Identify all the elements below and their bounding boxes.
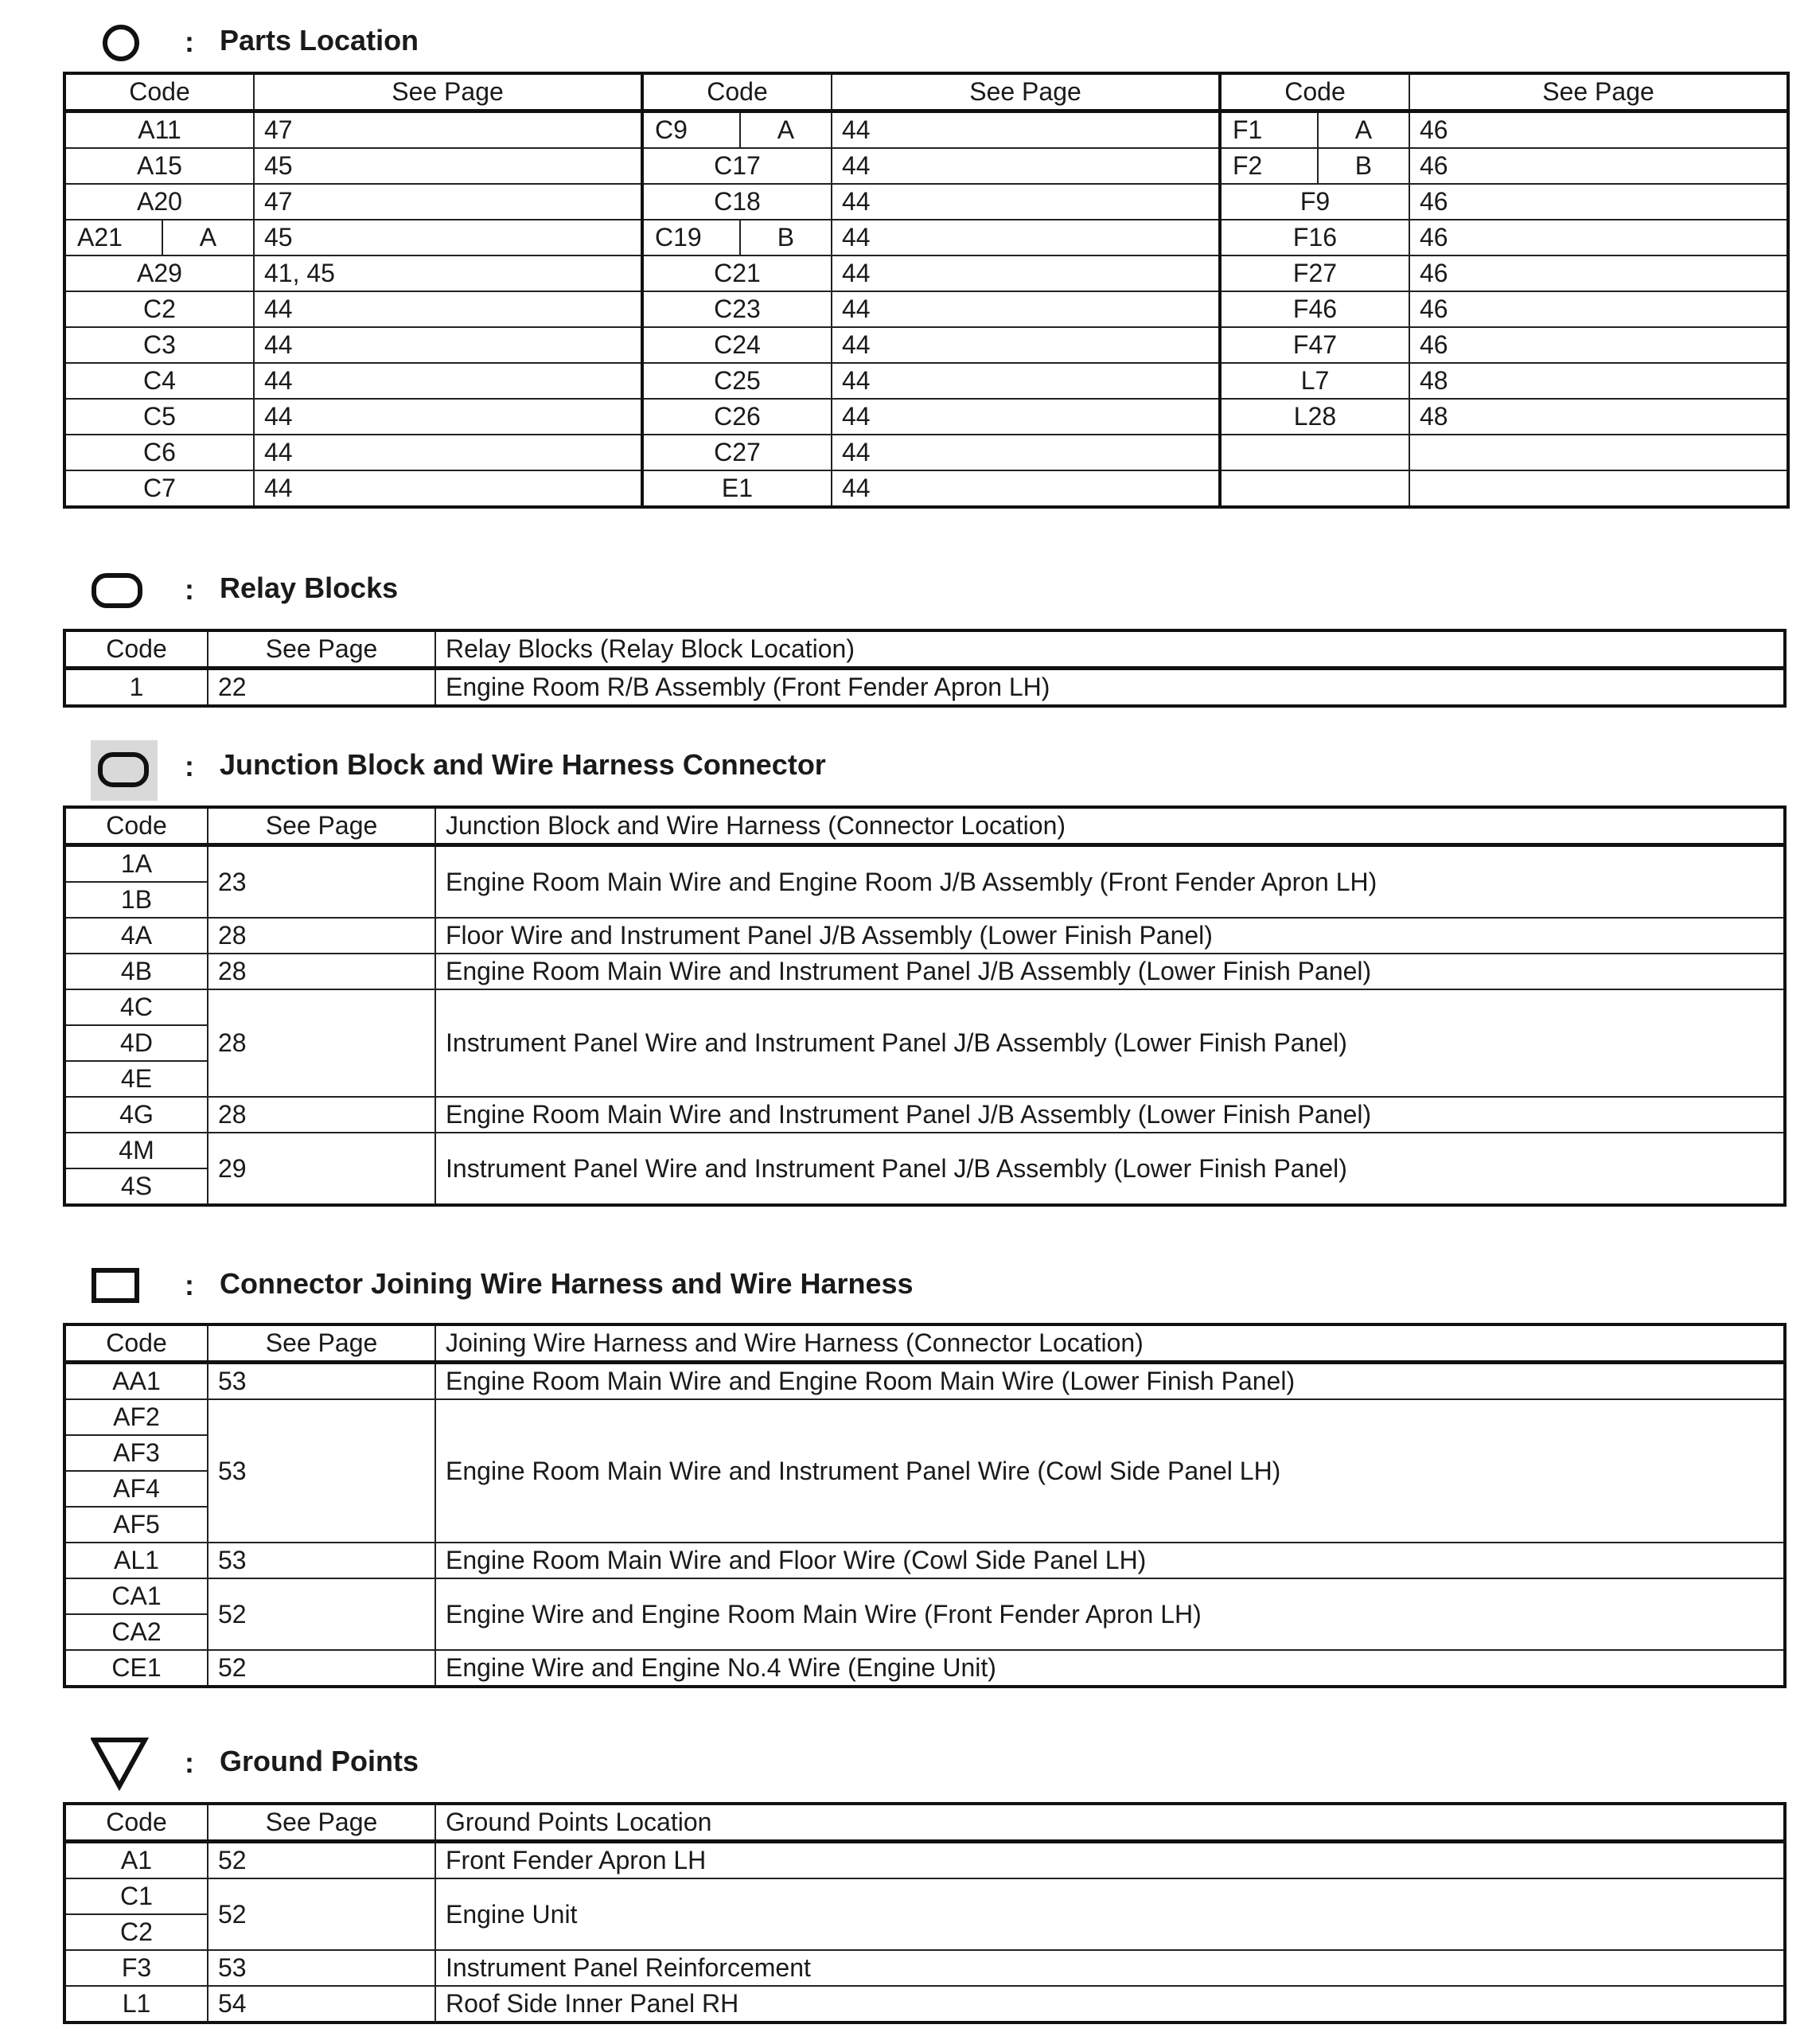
header-code: Code [64, 1804, 208, 1842]
header-see-page: See Page [254, 73, 642, 111]
page-cell: 44 [832, 399, 1220, 435]
code-cell: E1 [642, 470, 832, 507]
code-cell: 4M [64, 1133, 208, 1168]
code-cell [1220, 111, 1409, 149]
table-row [64, 184, 1788, 220]
code-cell: C24 [642, 327, 832, 363]
header-description: Ground Points Location [435, 1804, 1785, 1842]
split-code [644, 220, 831, 255]
description-cell: Front Fender Apron LH [435, 1842, 1785, 1879]
code-cell: F9 [1220, 184, 1409, 220]
description-cell: Engine Room R/B Assembly (Front Fender Apron LH) [435, 669, 1785, 707]
code-text: F2 [1222, 149, 1319, 183]
code-cell: L7 [1220, 363, 1409, 399]
page-cell: 48 [1409, 399, 1788, 435]
description-cell: Instrument Panel Wire and Instrument Panel J/B Assembly (Lower Finish Panel) [435, 989, 1785, 1097]
page-cell: 48 [1409, 363, 1788, 399]
header-see-page: See Page [208, 807, 435, 845]
code-cell: 4E [64, 1061, 208, 1097]
header-code: Code [64, 807, 208, 845]
header-code: Code [642, 73, 832, 111]
section-relay-blocks [0, 564, 1808, 616]
code-cell: 1 [64, 669, 208, 707]
colon: : [185, 1269, 194, 1301]
code-cell [642, 220, 832, 256]
table-row [64, 1399, 1785, 1435]
table-row [64, 1878, 1785, 1914]
code-sub: A [1354, 115, 1373, 144]
page-cell: 52 [208, 1650, 435, 1687]
page-cell: 44 [254, 291, 642, 327]
table-row [64, 470, 1788, 507]
code-cell: AF3 [64, 1435, 208, 1471]
section-title: Connector Joining Wire Harness and Wire Harness [220, 1267, 914, 1300]
code-cell: AA1 [64, 1363, 208, 1400]
colon: : [185, 573, 194, 606]
page-cell: 53 [208, 1363, 435, 1400]
table-row [64, 1842, 1785, 1879]
header-code: Code [64, 1324, 208, 1363]
page-cell: 53 [208, 1399, 435, 1543]
table-row [64, 327, 1788, 363]
colon: : [185, 750, 194, 782]
page-cell: 52 [208, 1878, 435, 1950]
colon: : [185, 25, 194, 58]
description-cell: Engine Wire and Engine No.4 Wire (Engine Unit) [435, 1650, 1785, 1687]
table-header-row [64, 1324, 1785, 1363]
code-text: F1 [1222, 113, 1319, 147]
table-row [64, 111, 1788, 149]
code-cell: F16 [1220, 220, 1409, 256]
code-cell: 4D [64, 1025, 208, 1061]
code-cell: C25 [642, 363, 832, 399]
code-cell: A1 [64, 1842, 208, 1879]
table-header-row [64, 1804, 1785, 1842]
description-cell: Engine Room Main Wire and Engine Room Main Wire (Lower Finish Panel) [435, 1363, 1785, 1400]
header-see-page: See Page [1409, 73, 1788, 111]
split-code [644, 113, 831, 147]
page-cell: 54 [208, 1986, 435, 2023]
section-title: Junction Block and Wire Harness Connector [220, 748, 826, 781]
section-junction-blocks [0, 740, 1808, 793]
code-cell: F46 [1220, 291, 1409, 327]
code-sub: A [777, 115, 795, 144]
code-cell: AF5 [64, 1507, 208, 1543]
page-cell: 46 [1409, 327, 1788, 363]
page-cell: 53 [208, 1543, 435, 1578]
page-cell: 46 [1409, 111, 1788, 149]
code-cell: A15 [64, 148, 254, 184]
page-cell: 44 [832, 291, 1220, 327]
code-text: C9 [644, 113, 741, 147]
table-row [64, 669, 1785, 707]
page-cell: 28 [208, 1097, 435, 1133]
description-cell: Engine Wire and Engine Room Main Wire (Front Fender Apron LH) [435, 1578, 1785, 1650]
description-cell: Engine Room Main Wire and Instrument Panel J/B Assembly (Lower Finish Panel) [435, 954, 1785, 989]
square-icon [91, 1259, 158, 1312]
page-cell: 46 [1409, 148, 1788, 184]
page-cell: 29 [208, 1133, 435, 1205]
code-cell: F3 [64, 1950, 208, 1986]
code-cell: C4 [64, 363, 254, 399]
page-cell: 44 [832, 111, 1220, 149]
description-cell: Engine Room Main Wire and Engine Room J/B Assembly (Front Fender Apron LH) [435, 845, 1785, 919]
table-row [64, 1363, 1785, 1400]
header-description: Junction Block and Wire Harness (Connector Location) [435, 807, 1785, 845]
page-cell: 46 [1409, 256, 1788, 291]
page-cell: 28 [208, 989, 435, 1097]
code-cell: C17 [642, 148, 832, 184]
page-cell [1409, 470, 1788, 507]
table-row [64, 363, 1788, 399]
description-cell: Engine Room Main Wire and Floor Wire (Cowl Side Panel LH) [435, 1543, 1785, 1578]
code-cell: CA2 [64, 1614, 208, 1650]
code-cell [64, 220, 254, 256]
code-cell: L28 [1220, 399, 1409, 435]
description-cell: Engine Room Main Wire and Instrument Panel J/B Assembly (Lower Finish Panel) [435, 1097, 1785, 1133]
code-cell: 4C [64, 989, 208, 1025]
page-cell: 28 [208, 918, 435, 954]
header-see-page: See Page [208, 1324, 435, 1363]
code-cell: C18 [642, 184, 832, 220]
parts-location-table [63, 72, 1790, 509]
code-cell: 4B [64, 954, 208, 989]
code-sub: B [1354, 151, 1373, 180]
page-cell: 44 [254, 363, 642, 399]
description-cell: Instrument Panel Reinforcement [435, 1950, 1785, 1986]
page-cell: 44 [832, 470, 1220, 507]
table-row [64, 954, 1785, 989]
page-cell: 44 [832, 435, 1220, 470]
code-cell: 4S [64, 1168, 208, 1205]
table-row [64, 845, 1785, 883]
table-row [64, 291, 1788, 327]
table-row [64, 1986, 1785, 2023]
page-cell [1409, 435, 1788, 470]
page-cell: 23 [208, 845, 435, 919]
page-cell: 44 [832, 256, 1220, 291]
circle-icon [91, 16, 158, 68]
ground-points-table [63, 1802, 1787, 2024]
description-cell: Instrument Panel Wire and Instrument Panel J/B Assembly (Lower Finish Panel) [435, 1133, 1785, 1205]
page-cell: 22 [208, 669, 435, 707]
code-cell [1220, 470, 1409, 507]
code-cell: A20 [64, 184, 254, 220]
code-cell: CA1 [64, 1578, 208, 1614]
page-cell: 41, 45 [254, 256, 642, 291]
page-cell: 45 [254, 148, 642, 184]
page-cell: 45 [254, 220, 642, 256]
code-cell: 1B [64, 882, 208, 918]
header-description: Relay Blocks (Relay Block Location) [435, 630, 1785, 669]
page-cell: 44 [254, 435, 642, 470]
code-cell: CE1 [64, 1650, 208, 1687]
split-code [66, 220, 253, 255]
table-header-row [64, 73, 1788, 111]
code-cell: A11 [64, 111, 254, 149]
section-title: Parts Location [220, 24, 419, 57]
code-text: C19 [644, 220, 741, 255]
page-cell: 46 [1409, 220, 1788, 256]
code-sub: A [199, 223, 217, 252]
code-cell: C2 [64, 291, 254, 327]
colon: : [185, 1746, 194, 1779]
page-cell: 44 [254, 399, 642, 435]
table-row [64, 220, 1788, 256]
page-cell: 44 [832, 327, 1220, 363]
code-cell [1220, 148, 1409, 184]
code-text: A21 [66, 220, 163, 255]
table-row [64, 148, 1788, 184]
header-see-page: See Page [832, 73, 1220, 111]
table-row [64, 918, 1785, 954]
header-description: Joining Wire Harness and Wire Harness (Connector Location) [435, 1324, 1785, 1363]
table-row [64, 1650, 1785, 1687]
code-cell: 1A [64, 845, 208, 883]
shaded-rounded-rect-icon [91, 740, 158, 793]
code-cell: C23 [642, 291, 832, 327]
table-row [64, 399, 1788, 435]
code-cell: L1 [64, 1986, 208, 2023]
page-cell: 46 [1409, 184, 1788, 220]
code-cell: C6 [64, 435, 254, 470]
page-cell: 52 [208, 1842, 435, 1879]
page-cell: 52 [208, 1578, 435, 1650]
rounded-rect-icon [91, 564, 158, 616]
section-parts-location [0, 16, 1808, 68]
relay-blocks-table [63, 629, 1787, 708]
code-cell: 4G [64, 1097, 208, 1133]
table-row [64, 1097, 1785, 1133]
page-cell: 44 [832, 363, 1220, 399]
table-row [64, 989, 1785, 1025]
code-cell: C2 [64, 1914, 208, 1950]
table-row [64, 1950, 1785, 1986]
code-cell: C7 [64, 470, 254, 507]
connectors-table [63, 1323, 1787, 1688]
code-cell: C3 [64, 327, 254, 363]
page-cell: 47 [254, 111, 642, 149]
page-cell: 46 [1409, 291, 1788, 327]
page-cell: 44 [832, 220, 1220, 256]
code-cell: C5 [64, 399, 254, 435]
description-cell: Engine Unit [435, 1878, 1785, 1950]
code-cell: F47 [1220, 327, 1409, 363]
split-code [1222, 149, 1409, 183]
junction-blocks-table [63, 806, 1787, 1207]
triangle-down-icon [91, 1737, 158, 1789]
page-cell: 28 [208, 954, 435, 989]
code-cell [1220, 435, 1409, 470]
table-row [64, 1578, 1785, 1614]
table-row [64, 435, 1788, 470]
table-row [64, 1543, 1785, 1578]
code-cell: AF2 [64, 1399, 208, 1435]
code-cell: C27 [642, 435, 832, 470]
page-cell: 53 [208, 1950, 435, 1986]
page-cell: 44 [832, 184, 1220, 220]
code-cell: F27 [1220, 256, 1409, 291]
code-cell: C21 [642, 256, 832, 291]
section-title: Relay Blocks [220, 571, 399, 604]
page-cell: 44 [254, 470, 642, 507]
header-see-page: See Page [208, 630, 435, 669]
table-header-row [64, 807, 1785, 845]
code-cell [642, 111, 832, 149]
section-title: Ground Points [220, 1745, 419, 1777]
section-connectors [0, 1259, 1808, 1312]
header-code: Code [64, 630, 208, 669]
description-cell: Floor Wire and Instrument Panel J/B Assembly (Lower Finish Panel) [435, 918, 1785, 954]
code-cell: AF4 [64, 1471, 208, 1507]
page-cell: 44 [254, 327, 642, 363]
table-header-row [64, 630, 1785, 669]
page-cell: 47 [254, 184, 642, 220]
table-row [64, 1133, 1785, 1168]
code-cell: AL1 [64, 1543, 208, 1578]
header-code: Code [1220, 73, 1409, 111]
header-code: Code [64, 73, 254, 111]
page-cell: 44 [832, 148, 1220, 184]
table-row [64, 256, 1788, 291]
code-cell: C26 [642, 399, 832, 435]
split-code [1222, 113, 1409, 147]
code-sub: B [777, 223, 795, 252]
description-cell: Engine Room Main Wire and Instrument Panel Wire (Cowl Side Panel LH) [435, 1399, 1785, 1543]
code-cell: A29 [64, 256, 254, 291]
code-cell: 4A [64, 918, 208, 954]
header-see-page: See Page [208, 1804, 435, 1842]
code-cell: C1 [64, 1878, 208, 1914]
description-cell: Roof Side Inner Panel RH [435, 1986, 1785, 2023]
section-ground-points [0, 1737, 1808, 1789]
